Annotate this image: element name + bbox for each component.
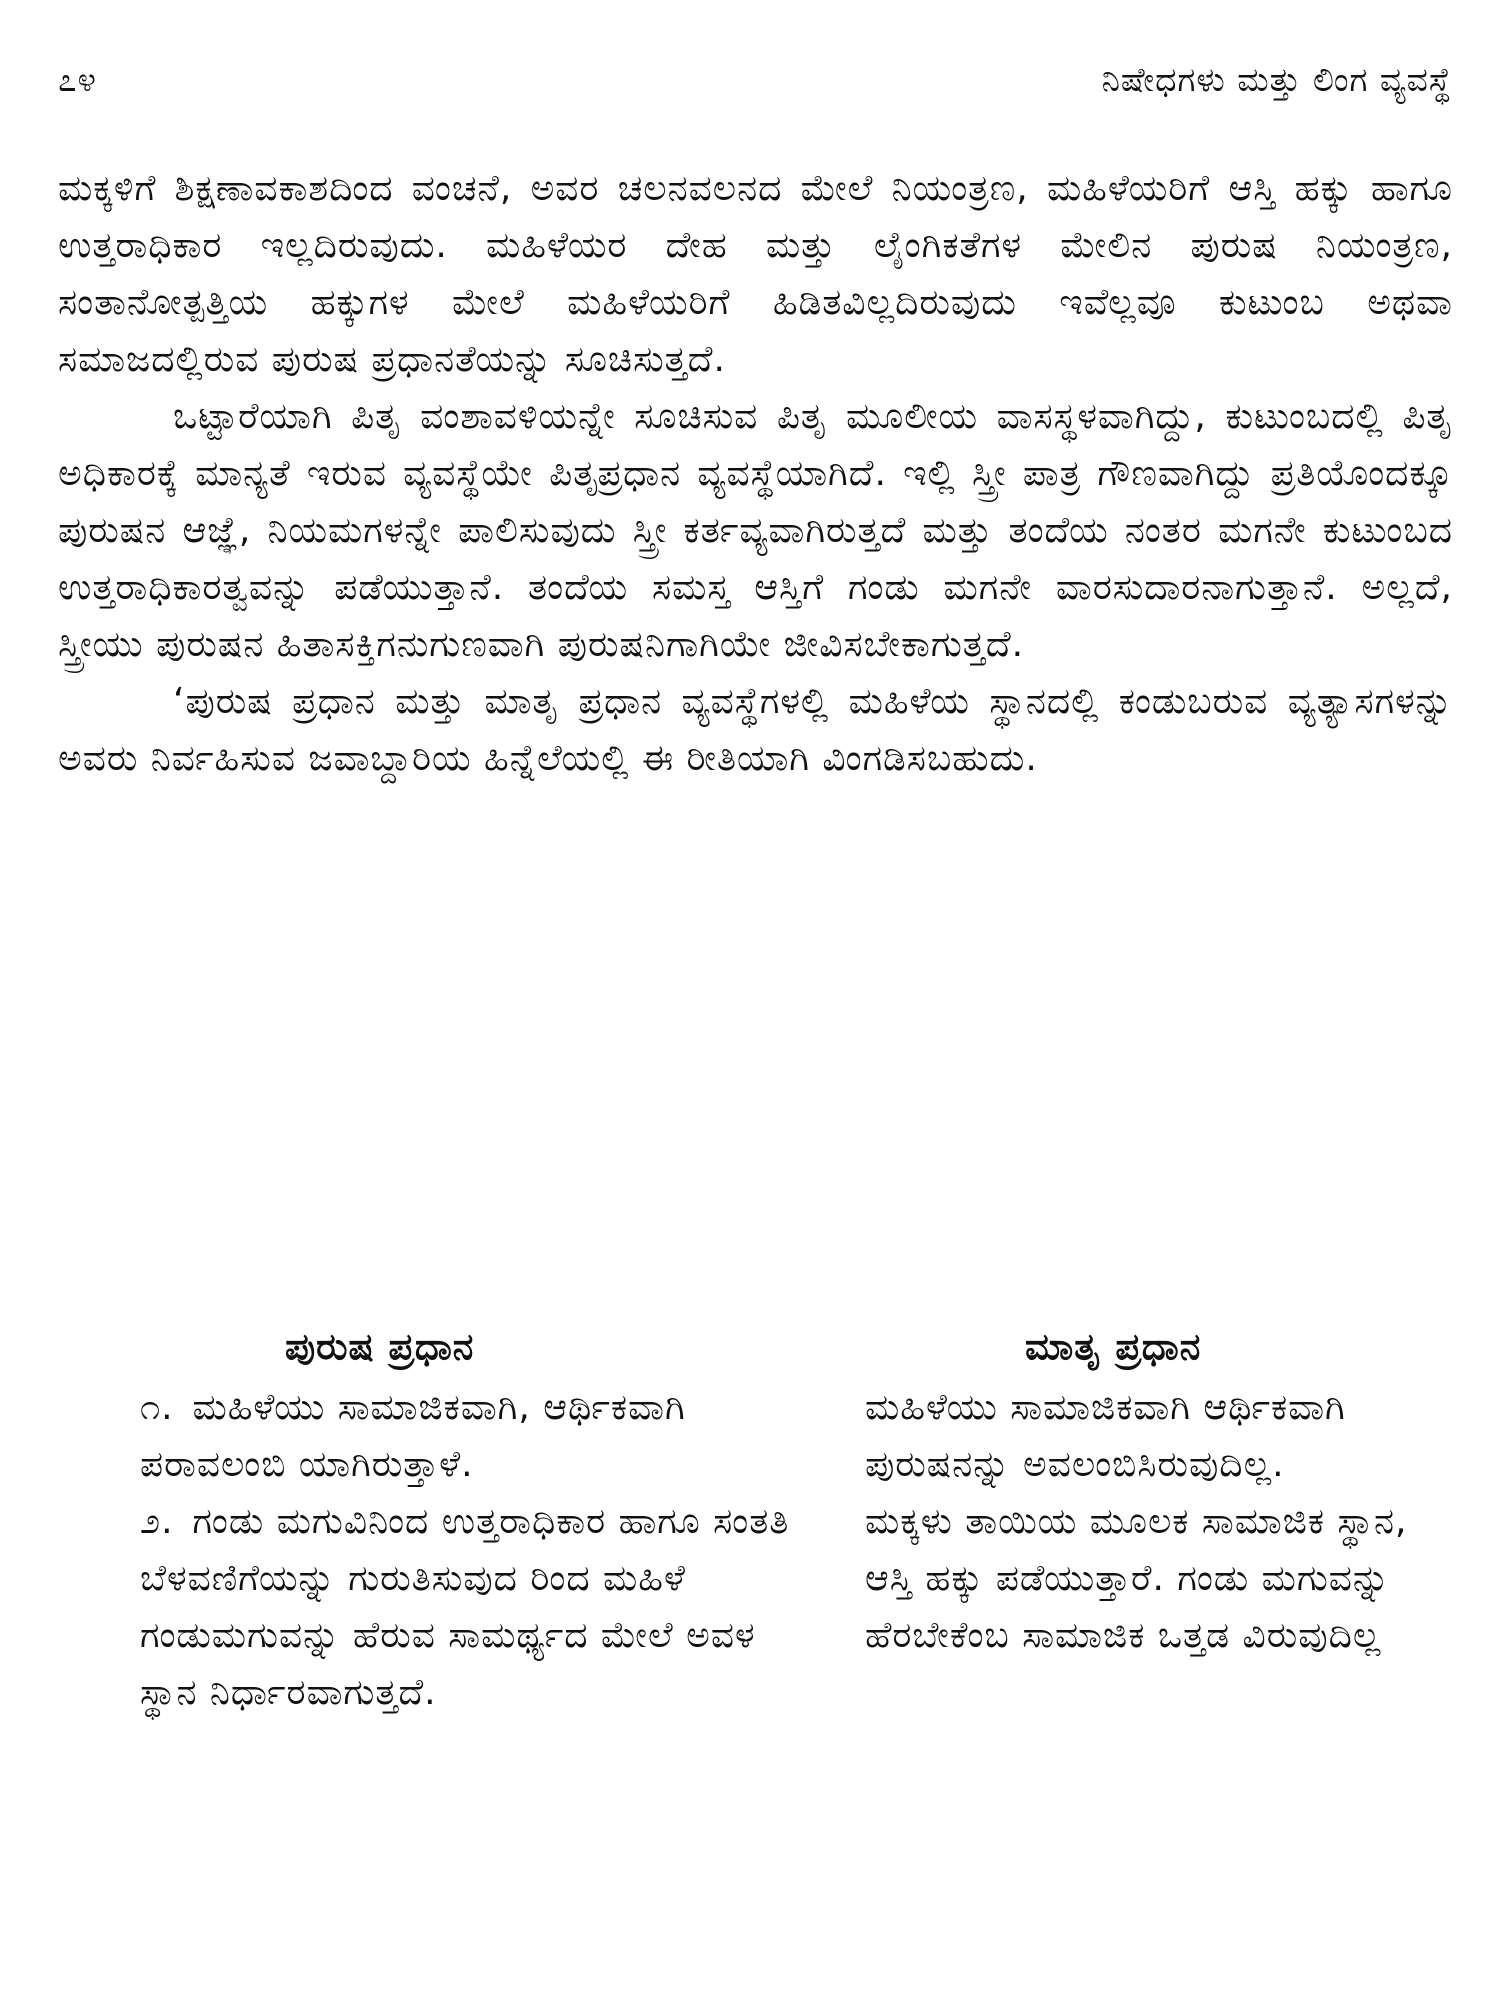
- running-head: [58, 55, 1452, 105]
- patriarchal-column: [140, 1318, 820, 1721]
- list-item: ಮಕ್ಕಳು ತಾಯಿಯ ಮೂಲಕ ಸಾಮಾಜಿಕ ಸ್ಥಾನ, ಆಸ್ತಿ ಹಕ್ಕು ಪಡೆಯುತ್ತಾರೆ. ಗಂಡು ಮಗುವನ್ನು ಹೆರಬೇಕೆಂಬ ಸಾಮಾಜಿಕ ಒತ್ತಡ ವಿರುವುದಿಲ್ಲ: [865, 1501, 1408, 1656]
- list-item: [140, 1493, 820, 1721]
- paragraph: ಒಟ್ಟಾರೆಯಾಗಿ ಪಿತೃ ವಂಶಾವಳಿಯನ್ನೇ ಸೂಚಿಸುವ ಪಿತೃ ಮೂಲೀಯ ವಾಸಸ್ಥಳವಾಗಿದ್ದು, ಕುಟುಂಬದಲ್ಲಿ ಪಿತೃ ಅಧಿಕಾರಕ್ಕೆ ಮಾನ್ಯತೆ ಇರುವ ವ್ಯವಸ್ಥೆಯೇ ಪಿತೃಪ್ರಧಾನ ವ್ಯವಸ್ಥೆಯಾಗಿದೆ. ಇಲ್ಲಿ ಸ್ತ್ರೀ ಪಾತ್ರ ಗೌಣವಾಗಿದ್ದು ಪ್ರತಿಯೊಂದಕ್ಕೂ ಪುರುಷನ ಆಜ್ಞೆ, ನಿಯಮಗಳನ್ನೇ ಪಾಲಿಸುವುದು ಸ್ತ್ರೀ ಕರ್ತವ್ಯವಾಗಿರುತ್ತದೆ ಮತ್ತು ತಂದೆಯ ನಂತರ ಮಗನೇ ಕುಟುಂಬದ ಉತ್ತರಾಧಿಕಾರತ್ವವನ್ನು ಪಡೆಯುತ್ತಾನೆ. ತಂದೆಯ ಸಮಸ್ತ ಆಸ್ತಿಗೆ ಗಂಡು ಮಗನೇ ವಾರಸುದಾರನಾಗುತ್ತಾನೆ. ಅಲ್ಲದೆ, ಸ್ತ್ರೀಯು ಪುರುಷನ ಹಿತಾಸಕ್ತಿಗನುಗುಣವಾಗಿ ಪುರುಷನಿಗಾಗಿಯೇ ಜೀವಿಸಬೇಕಾಗುತ್ತದೆ.: [58, 396, 1453, 665]
- column-heading: ಪುರುಷ ಪ್ರಧಾನ: [285, 1325, 475, 1368]
- paragraph: ಮಕ್ಕಳಿಗೆ ಶಿಕ್ಷಣಾವಕಾಶದಿಂದ ವಂಚನೆ, ಅವರ ಚಲನವಲನದ ಮೇಲೆ ನಿಯಂತ್ರಣ, ಮಹಿಳೆಯರಿಗೆ ಆಸ್ತಿ ಹಕ್ಕು ಹಾಗೂ ಉತ್ತರಾಧಿಕಾರ ಇಲ್ಲದಿರುವುದು. ಮಹಿಳೆಯರ ದೇಹ ಮತ್ತು ಲೈಂಗಿಕತೆಗಳ ಮೇಲಿನ ಪುರುಷ ನಿಯಂತ್ರಣ, ಸಂತಾನೋತ್ಪತ್ತಿಯ ಹಕ್ಕುಗಳ ಮೇಲೆ ಮಹಿಳೆಯರಿಗೆ ಹಿಡಿತವಿಲ್ಲದಿರುವುದು ಇವೆಲ್ಲವೂ ಕುಟುಂಬ ಅಥವಾ ಸಮಾಜದಲ್ಲಿರುವ ಪುರುಷ ಪ್ರಧಾನತೆಯನ್ನು ಸೂಚಿಸುತ್ತದೆ.: [58, 168, 1453, 380]
- running-title: ನಿಷೇಧಗಳು ಮತ್ತು ಲಿಂಗ ವ್ಯವಸ್ಥೆ: [1101, 60, 1452, 99]
- list-item: [140, 1379, 820, 1493]
- column-heading: ಮಾತೃ ಪ್ರಧಾನ: [1025, 1325, 1202, 1368]
- list-item: ಮಹಿಳೆಯು ಸಾಮಾಜಿಕವಾಗಿ ಆರ್ಥಿಕವಾಗಿ ಪುರುಷನನ್ನು ಅವಲಂಬಿಸಿರುವುದಿಲ್ಲ.: [865, 1387, 1346, 1485]
- item-number: ೧.: [140, 1387, 174, 1428]
- item-number: ೨.: [140, 1501, 174, 1542]
- matriarchal-column: [865, 1318, 1455, 1664]
- paragraph: ‘ಪುರುಷ ಪ್ರಧಾನ ಮತ್ತು ಮಾತೃ ಪ್ರಧಾನ ವ್ಯವಸ್ಥೆಗಳಲ್ಲಿ ಮಹಿಳೆಯ ಸ್ಥಾನದಲ್ಲಿ ಕಂಡುಬರುವ ವ್ಯತ್ಯಾಸಗಳನ್ನು ಅವರು ನಿರ್ವಹಿಸುವ ಜವಾಬ್ದಾರಿಯ ಹಿನ್ನೆಲೆಯಲ್ಲಿ ಈ ರೀತಿಯಾಗಿ ವಿಂಗಡಿಸಬಹುದು.: [58, 681, 1453, 779]
- body-text: [58, 160, 1453, 787]
- item-text: ಗಂಡು ಮಗುವಿನಿಂದ ಉತ್ತರಾಧಿಕಾರ ಹಾಗೂ ಸಂತತಿ ಬೆಳವಣಿಗೆಯನ್ನು ಗುರುತಿಸುವುದ ರಿಂದ ಮಹಿಳೆ ಗಂಡುಮಗುವನ್ನು ಹೆರುವ ಸಾಮರ್ಥ್ಯದ ಮೇಲೆ ಅವಳ ಸ್ಥಾನ ನಿರ್ಧಾರವಾಗುತ್ತದೆ.: [140, 1501, 790, 1713]
- item-text: ಮಹಿಳೆಯು ಸಾಮಾಜಿಕವಾಗಿ, ಆರ್ಥಿಕವಾಗಿ ಪರಾವಲಂಬಿ ಯಾಗಿರುತ್ತಾಳೆ.: [140, 1387, 686, 1485]
- page-number: ೭೪: [58, 60, 97, 99]
